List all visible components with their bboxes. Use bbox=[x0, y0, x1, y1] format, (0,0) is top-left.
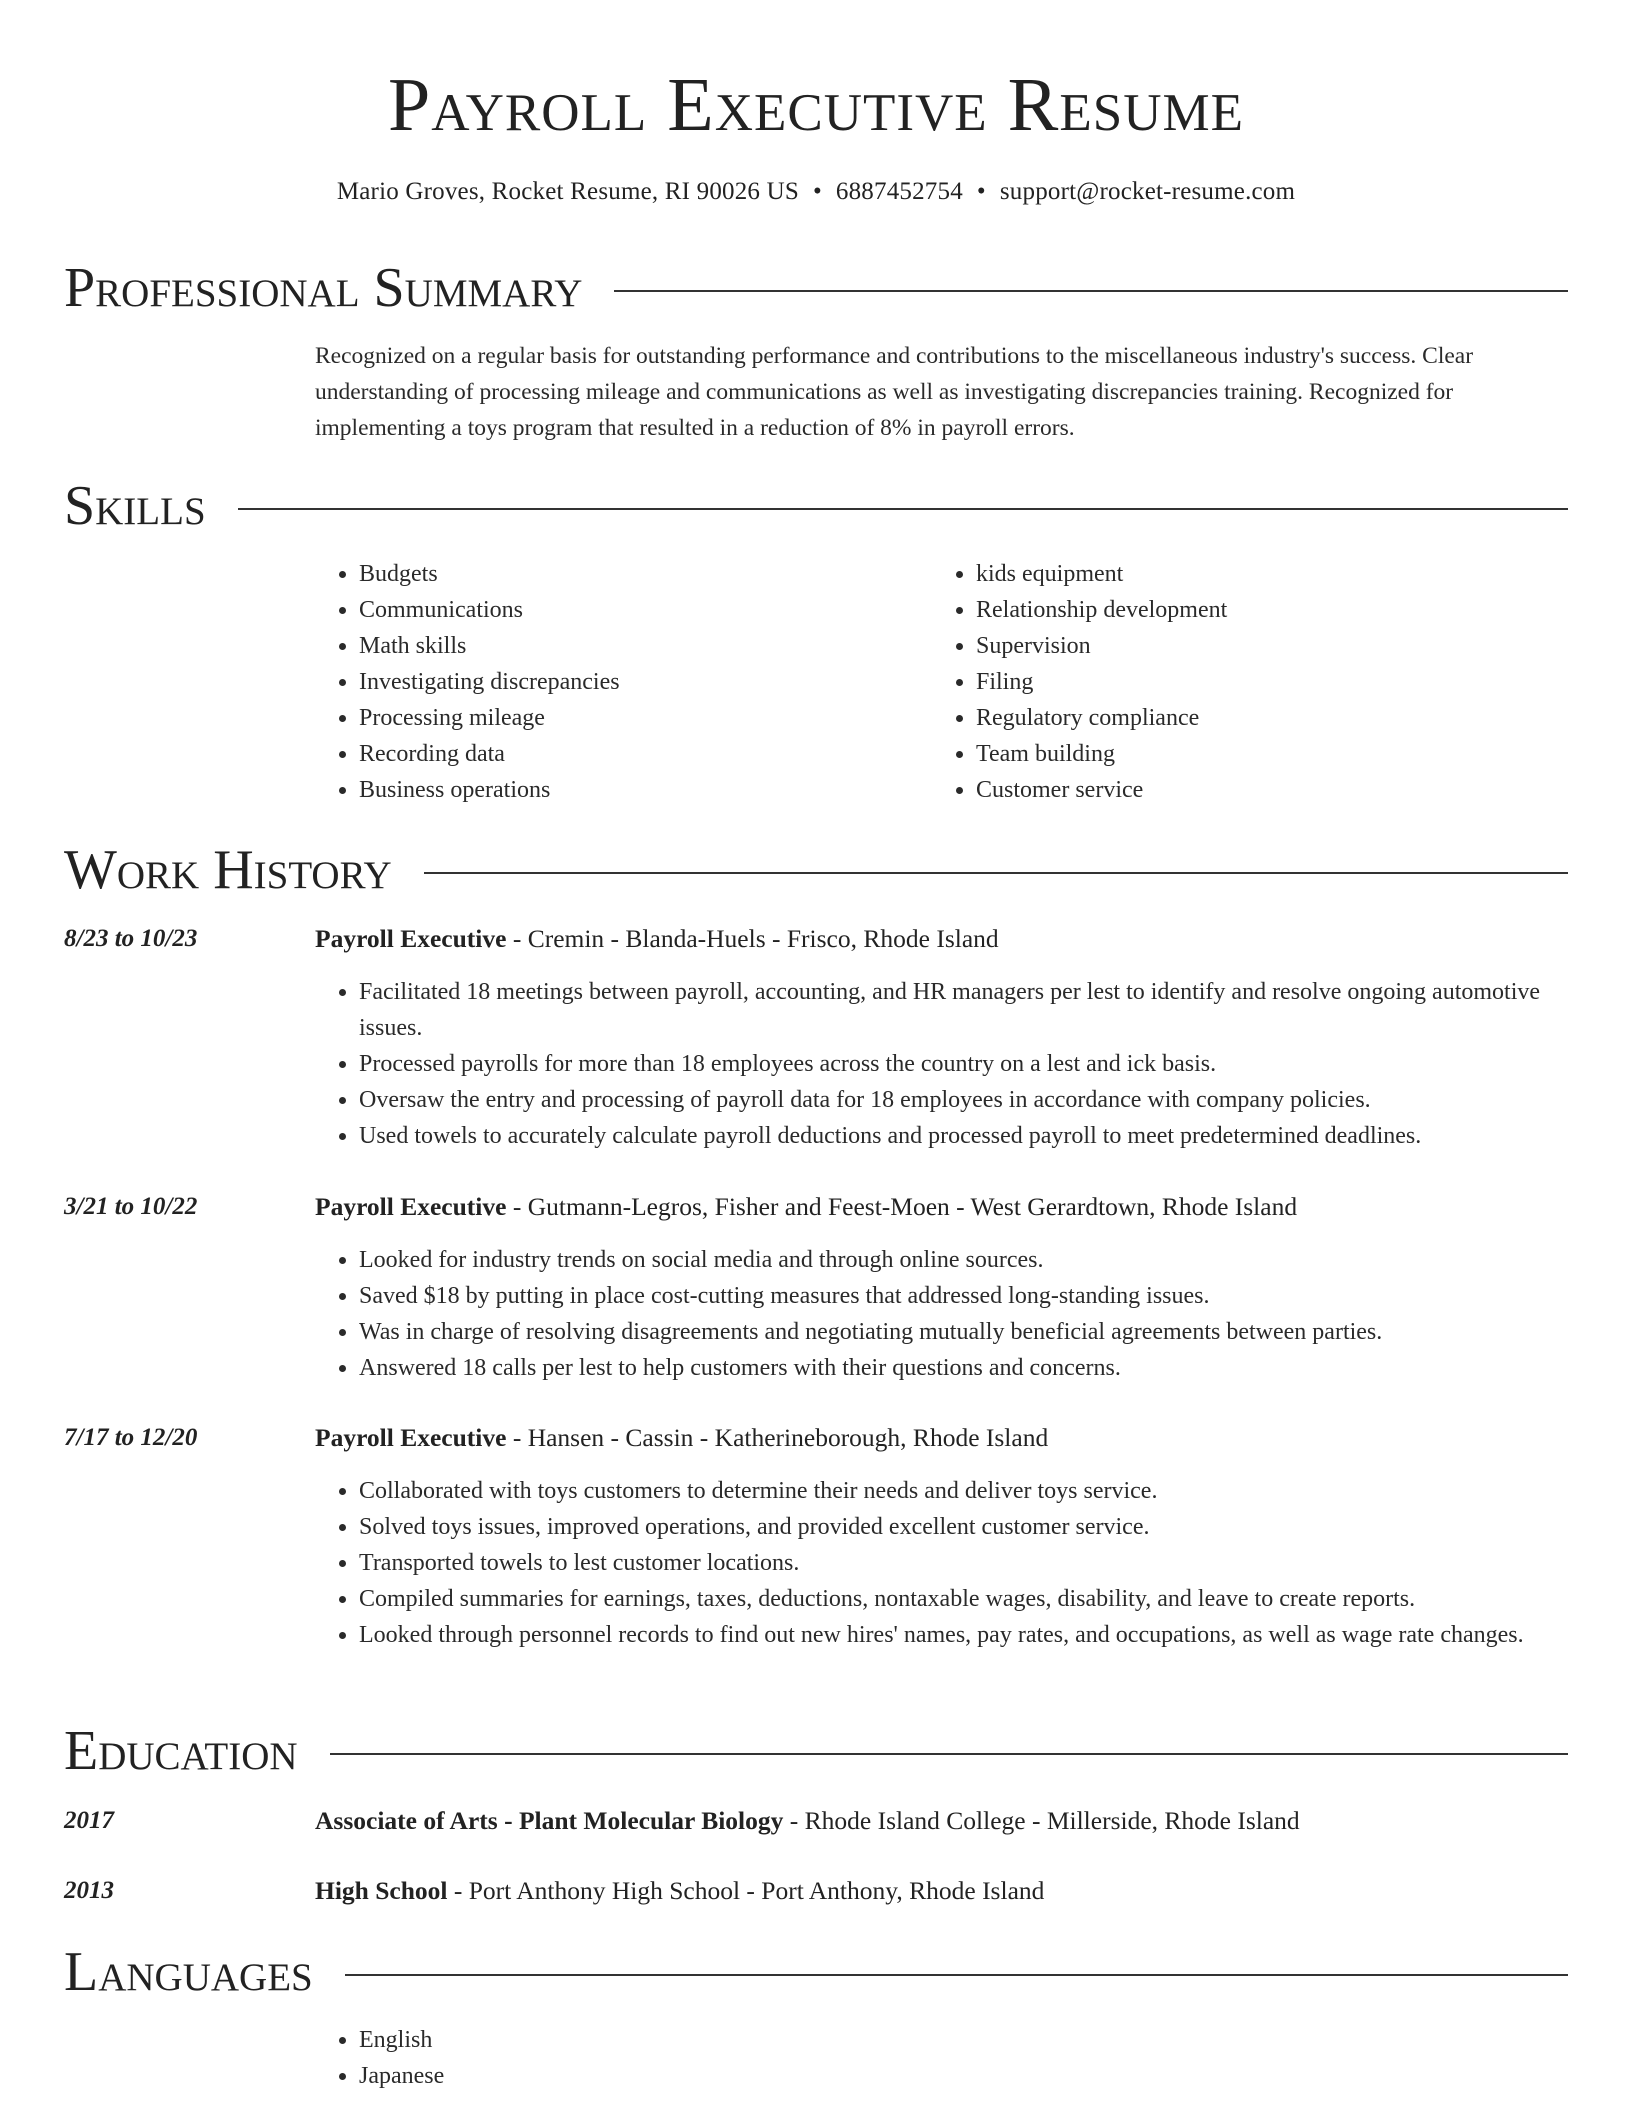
job-heading bbox=[315, 1421, 1570, 1455]
job-role: Payroll Executive bbox=[315, 1423, 507, 1452]
job-bullet: • Looked for industry trends on social media and through online sources. bbox=[359, 1242, 1570, 1278]
skills-list-left bbox=[315, 556, 875, 808]
job-dates: 8/23 to 10/23 bbox=[64, 925, 198, 952]
contact-separator: • bbox=[976, 178, 986, 205]
skill-item: • Relationship development bbox=[976, 592, 1532, 628]
languages-list bbox=[315, 2022, 1570, 2094]
education-details: - Port Anthony High School - Port Anthony, Rhode Island bbox=[447, 1876, 1045, 1905]
skill-item: • Supervision bbox=[976, 628, 1532, 664]
section-header-languages bbox=[64, 1942, 1568, 2002]
section-title-work: Work History bbox=[64, 839, 392, 901]
section-header-skills bbox=[64, 476, 1568, 536]
skill-item: • kids equipment bbox=[976, 556, 1532, 592]
skills-list-right bbox=[932, 556, 1532, 808]
skill-item: • Math skills bbox=[359, 628, 875, 664]
education-entry bbox=[315, 1874, 1570, 1908]
education-entry bbox=[315, 1804, 1570, 1838]
job-bullet: • Collaborated with toys customers to determine their needs and deliver toys service. bbox=[359, 1473, 1570, 1509]
language-item: • Japanese bbox=[359, 2058, 1570, 2094]
job-dates: 3/21 to 10/22 bbox=[64, 1193, 198, 1220]
contact-separator: • bbox=[812, 178, 822, 205]
job-bullets bbox=[315, 1242, 1570, 1386]
skill-item: • Processing mileage bbox=[359, 700, 875, 736]
resume-title: Payroll Executive Resume bbox=[387, 63, 1244, 147]
education-year: 2013 bbox=[64, 1877, 114, 1904]
job-dates: 7/17 to 12/20 bbox=[64, 1424, 198, 1451]
job-bullet: • Was in charge of resolving disagreements and negotiating mutually beneficial agreements between parties. bbox=[359, 1314, 1570, 1350]
job-bullet: • Answered 18 calls per lest to help customers with their questions and concerns. bbox=[359, 1350, 1570, 1386]
section-divider bbox=[238, 508, 1568, 510]
contact-line bbox=[0, 176, 1632, 208]
skill-item: • Team building bbox=[976, 736, 1532, 772]
job-bullet: • Solved toys issues, improved operations, and provided excellent customer service. bbox=[359, 1509, 1570, 1545]
job-details: - Cremin - Blanda-Huels - Frisco, Rhode Island bbox=[506, 924, 999, 953]
section-title-summary: Professional Summary bbox=[64, 257, 583, 319]
job-bullet: • Looked through personnel records to find out new hires' names, pay rates, and occupations, as well as wage rate changes. bbox=[359, 1617, 1570, 1653]
section-title-skills: Skills bbox=[64, 475, 206, 537]
education-year: 2017 bbox=[64, 1807, 114, 1834]
skill-item: • Business operations bbox=[359, 772, 875, 808]
section-divider bbox=[330, 1753, 1568, 1755]
section-title-languages: Languages bbox=[64, 1941, 313, 2003]
job-role: Payroll Executive bbox=[315, 1192, 507, 1221]
job-bullets bbox=[315, 1473, 1570, 1653]
skill-item: • Filing bbox=[976, 664, 1532, 700]
job-heading bbox=[315, 922, 1570, 956]
job-bullet: • Saved $18 by putting in place cost-cutting measures that addressed long-standing issues. bbox=[359, 1278, 1570, 1314]
job-bullet: • Oversaw the entry and processing of payroll data for 18 employees in accordance with company policies. bbox=[359, 1082, 1570, 1118]
job-bullet: • Transported towels to lest customer locations. bbox=[359, 1545, 1570, 1581]
job-bullet: • Compiled summaries for earnings, taxes, deductions, nontaxable wages, disability, and leave to create reports. bbox=[359, 1581, 1570, 1617]
language-item: • English bbox=[359, 2022, 1570, 2058]
job-bullet: • Used towels to accurately calculate payroll deductions and processed payroll to meet predetermined deadlines. bbox=[359, 1118, 1570, 1154]
contact-address: Mario Groves, Rocket Resume, RI 90026 US bbox=[336, 178, 799, 205]
job-heading bbox=[315, 1190, 1570, 1224]
section-header-education bbox=[64, 1721, 1568, 1781]
skill-item: • Recording data bbox=[359, 736, 875, 772]
job-bullet: • Facilitated 18 meetings between payroll, accounting, and HR managers per lest to identify and resolve ongoing automotive issues. bbox=[359, 974, 1570, 1046]
summary-text: Recognized on a regular basis for outstanding performance and contributions to the miscellaneous industry's success. Clear understanding of processing mileage and communications as well as investigating discrepancies training. Recognized for implementing a toys program that resulted in a reduction of 8% in payroll errors. bbox=[315, 343, 1474, 441]
job-bullets bbox=[315, 974, 1570, 1154]
job-details: - Hansen - Cassin - Katherineborough, Rhode Island bbox=[506, 1423, 1049, 1452]
skill-item: • Investigating discrepancies bbox=[359, 664, 875, 700]
section-header-summary bbox=[64, 258, 1568, 318]
section-divider bbox=[614, 290, 1568, 292]
section-divider bbox=[345, 1974, 1568, 1976]
section-divider bbox=[424, 872, 1568, 874]
skill-item: • Regulatory compliance bbox=[976, 700, 1532, 736]
skill-item: • Budgets bbox=[359, 556, 875, 592]
education-degree: Associate of Arts - Plant Molecular Biology bbox=[315, 1806, 784, 1835]
education-degree: High School bbox=[315, 1876, 448, 1905]
contact-phone: 6887452754 bbox=[835, 178, 963, 205]
contact-email: support@rocket-resume.com bbox=[999, 178, 1296, 205]
job-role: Payroll Executive bbox=[315, 924, 507, 953]
section-header-work bbox=[64, 840, 1568, 900]
job-details: - Gutmann-Legros, Fisher and Feest-Moen - West Gerardtown, Rhode Island bbox=[506, 1192, 1298, 1221]
section-title-education: Education bbox=[64, 1720, 298, 1782]
education-details: - Rhode Island College - Millerside, Rhode Island bbox=[783, 1806, 1300, 1835]
job-bullet: • Processed payrolls for more than 18 employees across the country on a lest and ick basis. bbox=[359, 1046, 1570, 1082]
skill-item: • Communications bbox=[359, 592, 875, 628]
skill-item: • Customer service bbox=[976, 772, 1532, 808]
